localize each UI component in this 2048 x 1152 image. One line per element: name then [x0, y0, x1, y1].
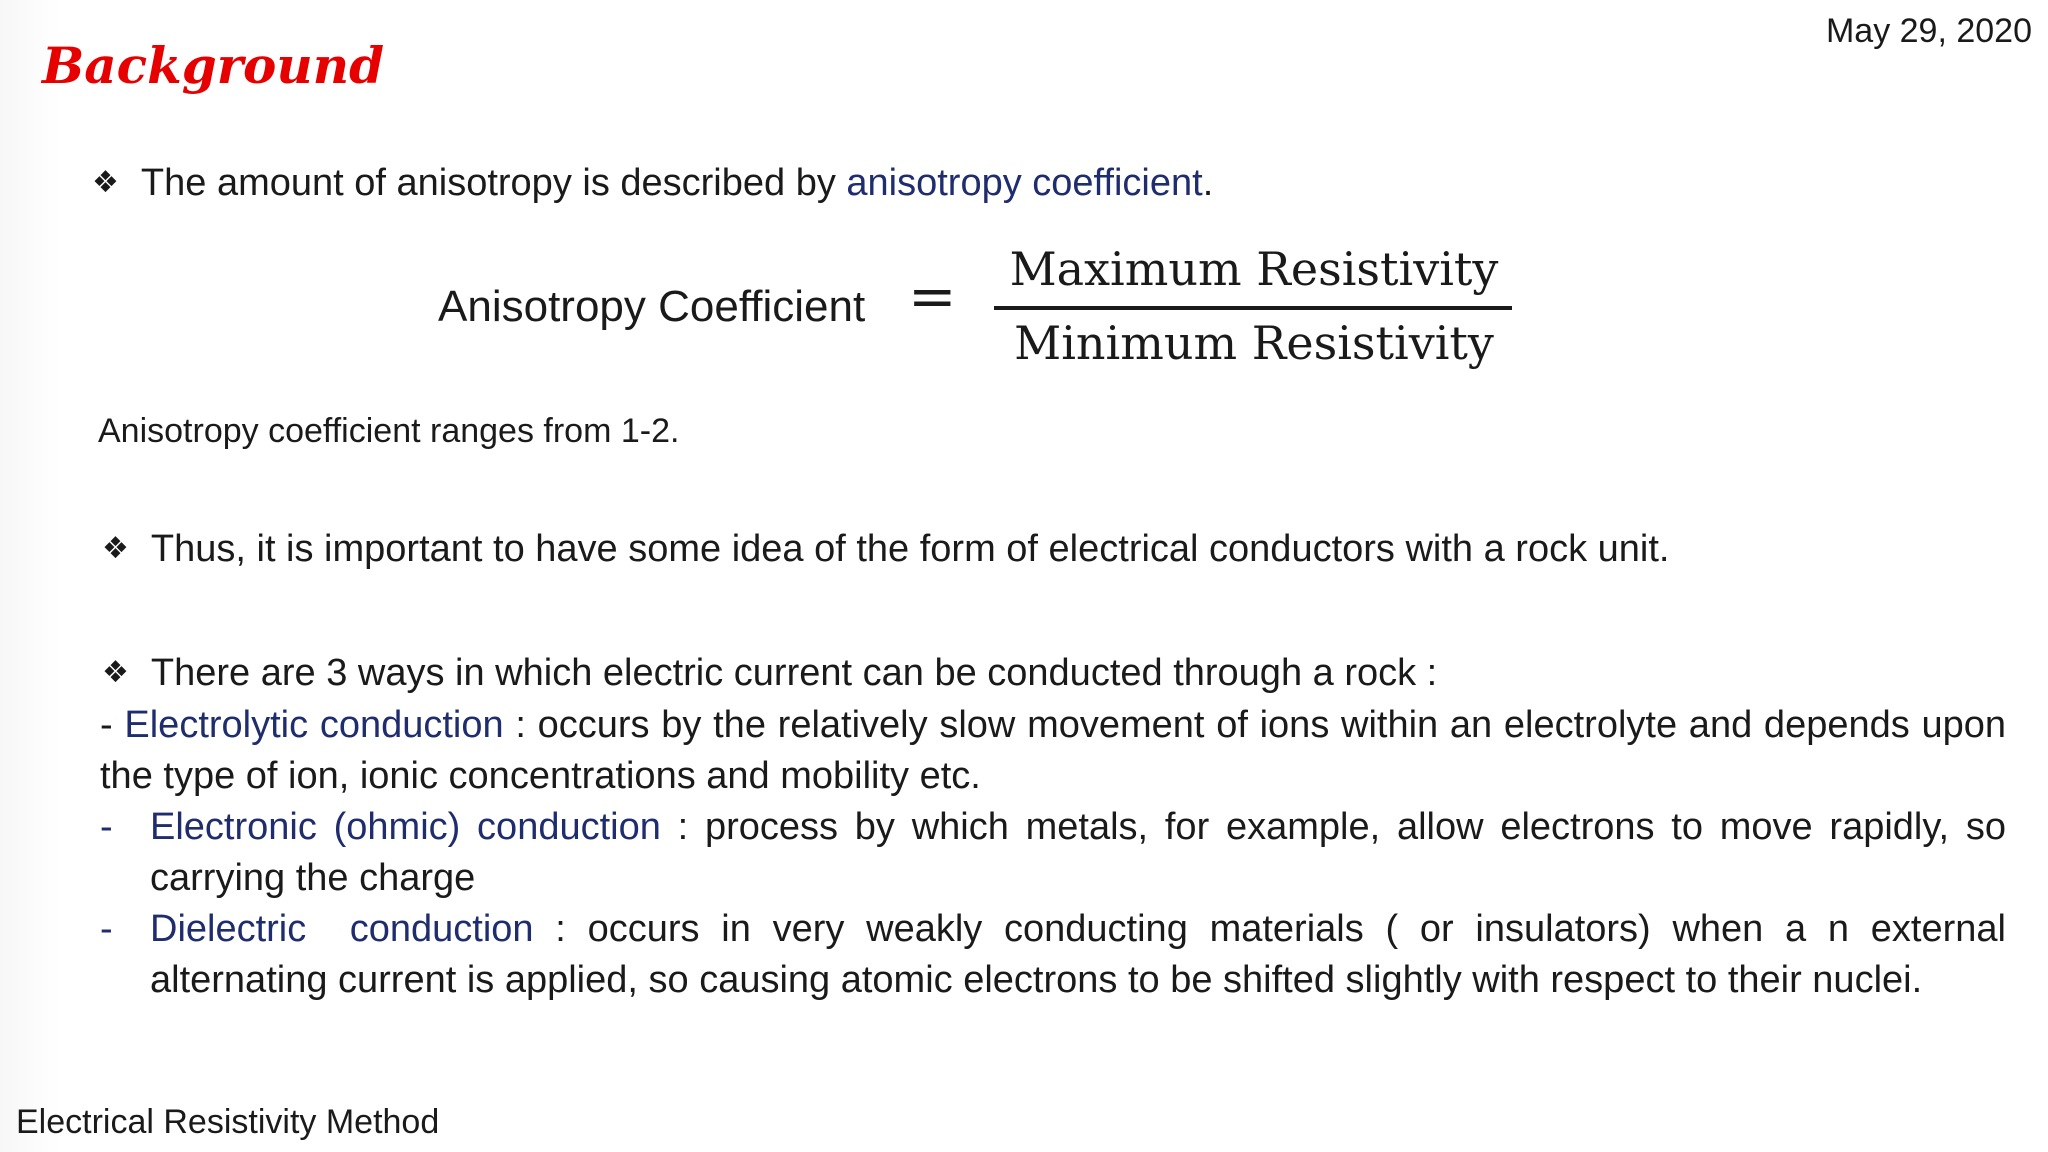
conduction-dielectric — [100, 904, 2006, 1006]
slide-footer: Electrical Resistivity Method — [16, 1103, 440, 1141]
formula-fraction — [994, 242, 1514, 382]
fraction-bar — [994, 306, 1512, 310]
bullet-three-ways — [102, 652, 1437, 695]
anisotropy-formula — [438, 242, 1518, 382]
formula-lhs: Anisotropy Coefficient — [438, 282, 866, 331]
bullet-three-ways-text: There are 3 ways in which electric current can be conducted through a rock : — [150, 652, 1438, 694]
bullet-anisotropy — [92, 162, 1213, 205]
dielectric-term: Dielectric conduction — [150, 908, 534, 950]
formula-equals-sign: = — [908, 262, 957, 330]
dielectric-body — [150, 904, 2006, 1006]
four-diamond-bullet-icon: ❖ — [92, 165, 119, 200]
electronic-desc: : process by which metals, for example, allow electrons to move rapidly, so carrying the charge — [150, 806, 2007, 899]
electronic-body — [150, 802, 2006, 904]
electrolytic-dash: - — [100, 704, 125, 746]
slide-date: May 29, 2020 — [1825, 12, 2032, 50]
conduction-electronic — [100, 802, 2006, 904]
bullet-conductors — [102, 528, 1669, 571]
bullet-conductors-text: Thus, it is important to have some idea of the form of electrical conductors with a rock unit. — [150, 528, 1670, 570]
dielectric-desc: : occurs in very weakly conducting materials ( or insulators) when a n external alternating current is applied, so causing atomic electrons to be shifted slightly with respect to their nuclei. — [150, 908, 2006, 1001]
slide-title: Background — [42, 36, 385, 95]
four-diamond-bullet-icon: ❖ — [102, 531, 129, 566]
anisotropy-coefficient-term: anisotropy coefficient — [846, 162, 1203, 204]
bullet-anisotropy-suffix: . — [1202, 162, 1214, 204]
electronic-term: Electronic (ohmic) conduction — [150, 806, 661, 848]
conduction-electrolytic — [100, 700, 2006, 802]
four-diamond-bullet-icon: ❖ — [102, 655, 129, 690]
formula-numerator: Maximum Resistivity — [1009, 242, 1499, 296]
electronic-dash: - — [100, 806, 113, 848]
range-note: Anisotropy coefficient ranges from 1-2. — [98, 412, 680, 450]
bullet-anisotropy-prefix: The amount of anisotropy is described by — [140, 162, 847, 204]
electrolytic-desc: : occurs by the relatively slow movement of ions within an electrolyte and depends upon the type of ion, ionic concentrations and mobility etc. — [100, 704, 2006, 797]
formula-denominator: Minimum Resistivity — [1014, 316, 1494, 370]
electrolytic-term: Electrolytic conduction — [124, 704, 504, 746]
dielectric-dash: - — [100, 908, 113, 950]
left-shade — [0, 0, 60, 1152]
